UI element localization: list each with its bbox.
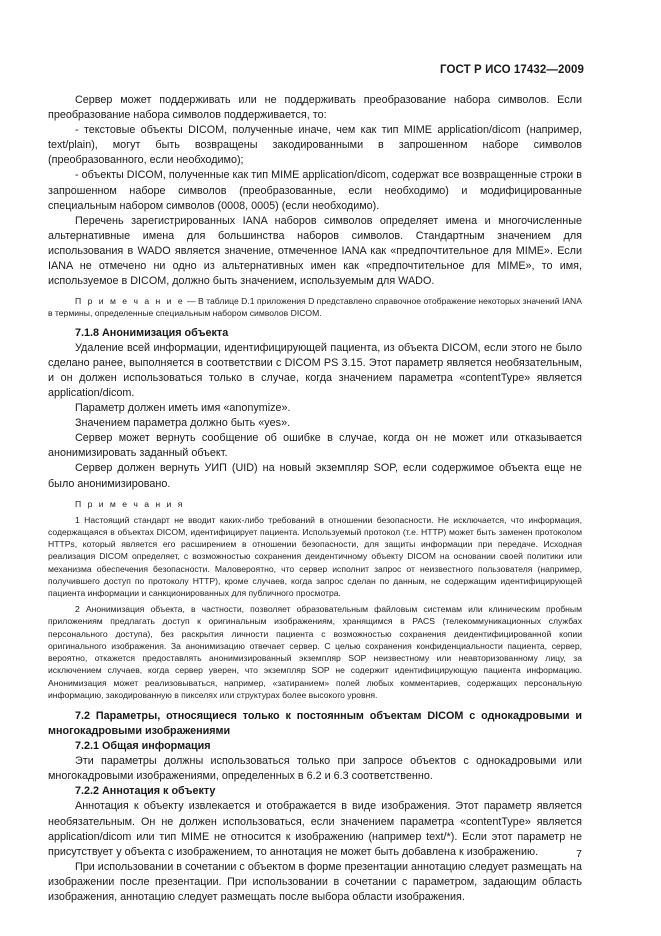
notes-label: П р и м е ч а н и я xyxy=(75,498,185,509)
section-heading: 7.1.8 Анонимизация объекта xyxy=(75,326,229,339)
page-number: 7 xyxy=(576,848,582,860)
paragraph: Сервер может вернуть сообщение об ошибке в случае, когда он не может или отказывается анонимизировать заданный объект. xyxy=(48,432,582,460)
note-item: 2 Анонимизация объекта, в частности, позволяет образовательным файловым системам или клиническим пробным приложениям предлагать доступ к оригинальным изображениям, хранящимся в PACS (телекоммуникационных службах персонального доступа), без раскрытия личности пациента с возможностью сохранения деидентифицированной копии оригинального изображения. За анонимизацию отвечает сервер. С целью сохранения конфиденциальности пациента, сервер, вероятно, откажется предоставлять анонимизированный экземпляр SOP неизвестному или неавторизованному лицу, за исключением случаев, когда сервер уверен, что экземпляр SOP не содержит идентифицирующую пациента информацию. Анонимизация может реализовываться, например, «затиранием» полей любых комментариев, содержащих персональную информацию, закодированную в пикселях или структурах более высокого уровня. xyxy=(48,604,582,700)
paragraph: Параметр должен иметь имя «anonymize». xyxy=(75,402,291,415)
list-item: - текстовые объекты DICOM, полученные иначе, чем как тип MIME application/dicom (например, text/plain), могут быть возвращены закодированными в запрошенном наборе символов (преобразованного, если необходимо); xyxy=(48,124,582,167)
note-item: 1 Настоящий стандарт не вводит каких-либо требований в отношении безопасности. Не исключается, что информация, содержащаяся в объектах DICOM, идентифицирует пациента. Используемый протокол (т.е. HTTP) может быть заменен протоколом HTTPs, который является его расширением в отношении безопасности, для защиты информации при передаче. Исходная реализация DICOM определяет, с возможностью сохранения деидентичному объекту DICOM на основании своей политики или механизма обеспечения безопасности. Маловероятно, что сервер исполнит запрос от неизвестного пользователя (например, получившего доступ по протоколу HTTP), кроме случаев, когда запрос сделан по данным, не содержащим идентифицирующей пациента информации и санкционированных для публичного просмотра. xyxy=(48,514,582,599)
paragraph: Сервер должен вернуть УИП (UID) на новый экземпляр SOP, если содержимое объекта еще не было анонимизировано. xyxy=(48,462,582,490)
paragraph: Перечень зарегистрированных IANA наборов символов определяет имена и многочисленные альтернативные имена для большинства наборов символов. Стандартным значением для использования в WADO является значение, отмеченное IANA как «предпочтительное для MIME». Если IANA не отмечено ни одно из альтернативных имен как «предпочтительное для MIME», то имя, используемое в DICOM, должно быть значением, используемым для WADO. xyxy=(48,214,582,288)
paragraph: Аннотация к объекту извлекается и отображается в виде изображения. Этот параметр является необязательным. Он не должен использоваться, если значением параметра «contentType» является application/dicom или тип MIME не относится к изображению (например text/*). Если этот параметр не присутствует у объекта с изображением, то аннотация не может быть добавлена к изображению. xyxy=(48,800,582,858)
list-item: - объекты DICOM, полученные как тип MIME application/dicom, содержат все возвращенные строки в запрошенном наборе символов (преобразованные, если необходимо) и модифицированные специальным набором символов (0008, 0005) (если необходимо). xyxy=(48,169,582,212)
note-label: П р и м е ч а н и е xyxy=(75,296,185,307)
paragraph: Значением параметра должно быть «yes». xyxy=(75,417,291,430)
section-heading: 7.2 Параметры, относящиеся только к постоянным объектам DICOM с однокадровыми и многокадровыми изображениями xyxy=(48,709,582,737)
paragraph: При использовании в сочетании с объектом в форме презентации аннотацию следует размещать на изображении после презентации. При использовании в сочетании с параметром, задающим область изображения, аннотацию следует размещать после выбора области изображения. xyxy=(48,860,582,904)
note xyxy=(48,295,582,319)
document-header: ГОСТ Р ИСО 17432—2009 xyxy=(439,64,584,76)
subsection-heading: 7.2.1 Общая информация xyxy=(75,740,211,753)
paragraph: Сервер может поддерживать или не поддерживать преобразование набора символов. Если преобразование набора символов поддерживается, то: xyxy=(48,94,582,122)
page-body xyxy=(48,93,582,905)
paragraph: Удаление всей информации, идентифицирующей пациента, из объекта DICOM, если этого не было сделано ранее, выполняется в соответствии с DICOM PS 3.15. Этот параметр является необязательным, и он должен использоваться только в случае, когда значением параметра «contentType» является application/dicom. xyxy=(48,341,582,399)
paragraph: Эти параметры должны использоваться только при запросе объектов с однокадровыми или многокадровыми изображениями, определенных в 6.2 и 6.3 соответственно. xyxy=(48,755,582,783)
subsection-heading: 7.2.2 Аннотация к объекту xyxy=(75,785,216,798)
note-text: — В таблице D.1 приложения D представлено справочное отображение некоторых значений IANA в термины, определенные специальным набором символов DICOM. xyxy=(48,296,582,319)
